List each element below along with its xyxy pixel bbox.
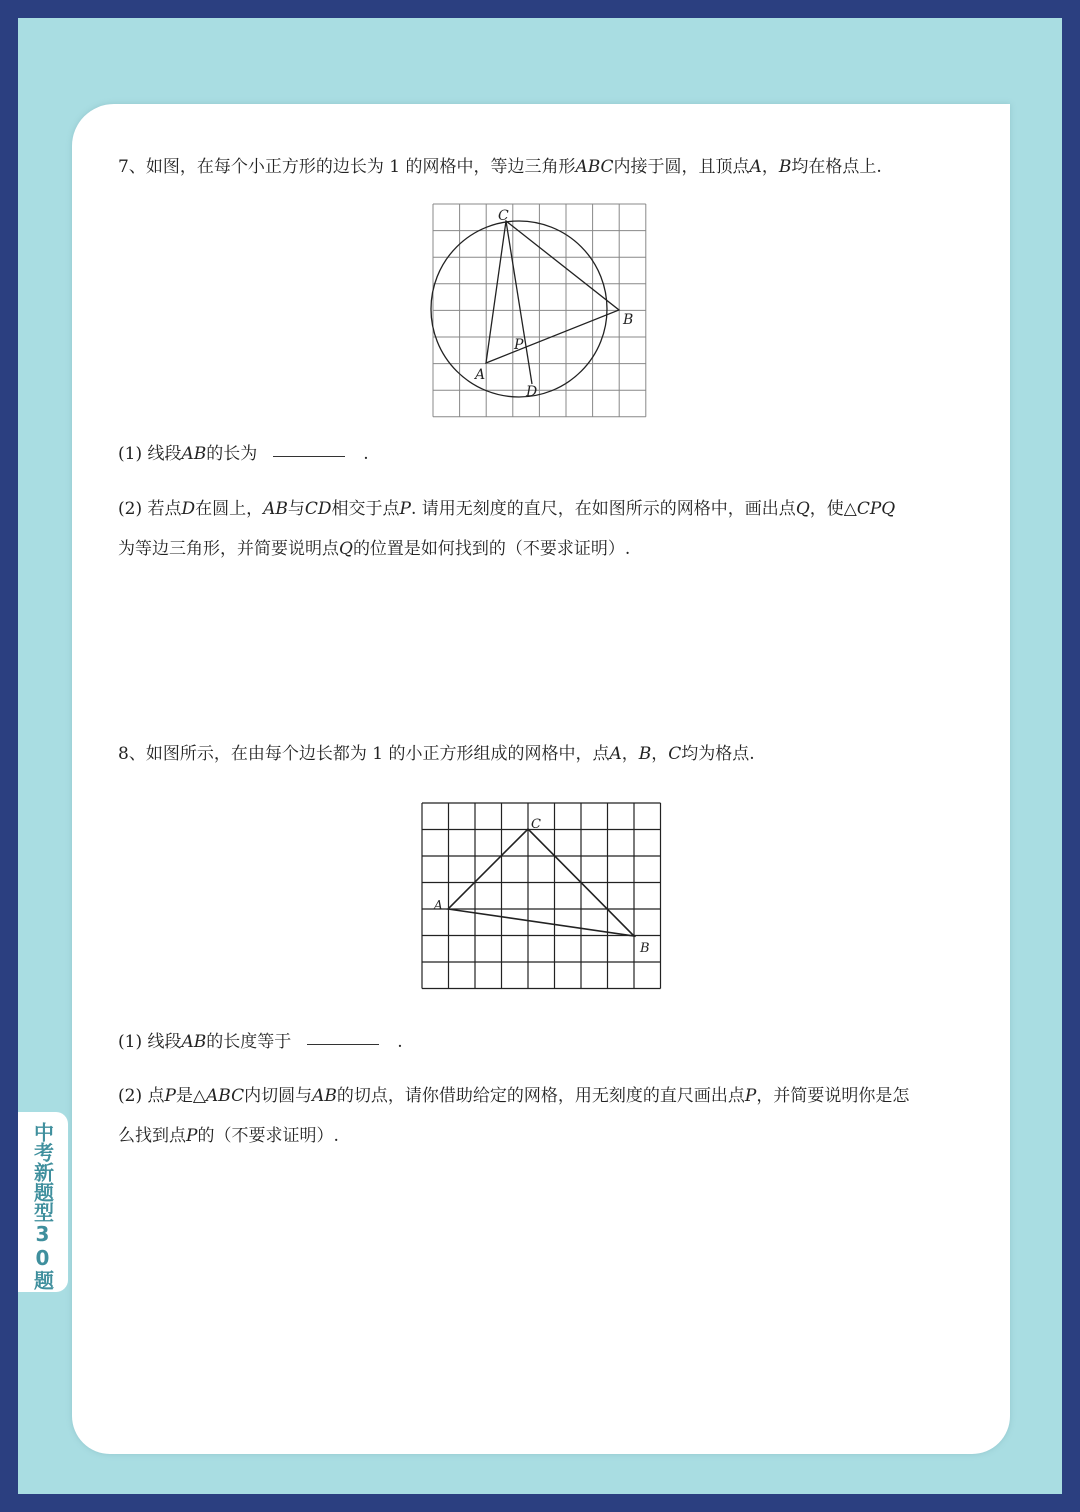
q8-part2-line2 [118,1124,339,1148]
q8-part2-var-ab: AB [312,1086,337,1106]
q8-part2-text-4: 的切点，请你借助给定的网格，用无刻度的直尺画出点 [336,1086,745,1106]
q7-part2-text-6: ，使△ [809,499,857,519]
q7-label-d: D [526,384,538,400]
q7-stem-text-2: 内接于圆，且顶点 [613,157,750,177]
q8-part2-text-2: 是△ [175,1086,207,1106]
q8-part2-text-3: 内切圆与 [244,1086,313,1106]
q7-part2-var-d: D [181,499,196,519]
q7-part1-end: . [363,444,369,464]
q7-part2-var-cd: CD [304,499,332,519]
q8-part2-text-7: 的（不要求证明）. [197,1126,339,1146]
q7-label-p: P [514,337,524,353]
q7-part2-line2 [118,537,630,561]
q8-stem [118,742,755,766]
q7-var-abc: ABC [575,157,614,177]
q8-stem-text-2: 均为格点. [681,744,755,764]
q7-label-a: A [475,367,486,383]
q8-part1-text: (1) 线段 [118,1032,182,1052]
q7-label-c: C [498,208,509,224]
q7-part2-text-5: . 请用无刻度的直尺，在如图所示的网格中，画出点 [411,499,796,519]
q7-circle [431,221,607,397]
q7-part2-text: (2) 若点 [118,499,182,519]
q7-part2-text-7: 为等边三角形，并简要说明点 [118,539,339,559]
q7-var-b: B [778,157,792,177]
q8-figure [420,800,666,992]
q8-grid [422,803,661,989]
q7-figure [420,198,660,424]
q7-sep: ， [761,157,779,177]
q8-sep-2: ， [651,744,669,764]
q8-part2-var-p: P [164,1086,176,1106]
q7-stem-text-3: 均在格点上. [791,157,882,177]
q8-part1-text-2: 的长度等于 [206,1032,292,1052]
q7-label-b: B [623,312,634,328]
q8-part2-text-6: 么找到点 [118,1126,186,1146]
q8-label-c: C [531,817,541,832]
q7-part2-var-p: P [399,499,411,519]
q7-stem-text: 7、如图，在每个小正方形的边长为 1 的网格中，等边三角形 [118,157,576,177]
q8-answer-blank[interactable] [307,1034,379,1045]
q7-part1 [118,442,369,466]
q8-part2-var-p-3: P [186,1126,198,1146]
q7-part2-text-4: 相交于点 [331,499,400,519]
q8-var-a: A [609,744,622,764]
q8-var-b: B [638,744,652,764]
q8-sep: ， [621,744,639,764]
q7-part2-var-ab: AB [263,499,288,519]
q8-part2-line1 [118,1084,909,1108]
q7-part2-text-2: 在圆上， [195,499,264,519]
q8-part2-text-5: ，并简要说明你是怎 [756,1086,910,1106]
q7-part2-var-q: Q [795,499,810,519]
q8-label-a: A [434,898,443,912]
q7-part2-text-3: 与 [287,499,305,519]
q7-var-a: A [749,157,762,177]
q7-segment-cd [506,221,532,384]
q7-part2-var-cpq: CPQ [856,499,896,519]
q8-part2-var-abc: ABC [206,1086,245,1106]
side-tab [18,1112,68,1292]
q7-triangle-abc [486,221,619,363]
q7-part2-line1 [118,497,895,521]
q8-var-c: C [668,744,682,764]
q7-part1-text-2: 的长为 [206,444,258,464]
q8-part1 [118,1030,403,1054]
q7-part2-text-8: 的位置是如何找到的（不要求证明）. [352,539,631,559]
q8-part1-end: . [397,1032,403,1052]
q7-part1-var-ab: AB [181,444,207,464]
q7-part2-var-q-2: Q [339,539,353,559]
q8-stem-text: 8、如图所示，在由每个边长都为 1 的小正方形组成的网格中，点 [118,744,610,764]
q8-part2-text: (2) 点 [118,1086,165,1106]
side-tab-label: 中考新题型30题 [30,1122,55,1290]
q7-grid [433,204,646,417]
q8-label-b: B [640,941,650,956]
q8-part1-var-ab: AB [181,1032,207,1052]
q8-part2-var-p-2: P [744,1086,757,1106]
q7-part1-text: (1) 线段 [118,444,182,464]
q7-stem [118,155,882,179]
q7-answer-blank[interactable] [273,446,345,457]
